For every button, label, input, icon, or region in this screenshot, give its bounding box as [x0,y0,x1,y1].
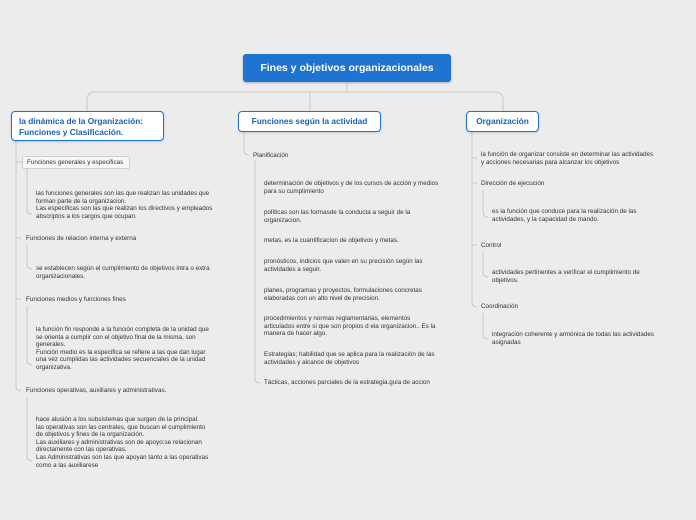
planificacion-item[interactable]: procedimientos y normas reglamentarias, elementos articulados entre si que son propios d ela organizacion.. Es la manera de hacer algo. [264,315,436,338]
planificacion-item[interactable]: determinación de objetivos y de los cursos de acción y medios para su cumplimiento [264,180,439,195]
root-topic[interactable]: Fines y objetivos organizacionales [243,54,451,82]
topic-control[interactable]: Control [481,242,502,249]
topic-operativas-auxiliares[interactable]: Funciones operativas, auxiliares y administrativas. [26,387,167,394]
branch-dinamica-organizacion[interactable]: la dinámica de la Organización: Funciones y Clasificación. [11,111,164,141]
topic-planificacion[interactable]: Planificación [253,152,289,159]
topic-direccion-ejecucion[interactable]: Dirección de ejecución [481,180,545,187]
detail-direccion-ejecucion[interactable]: es la función que conduce para la realización de las actividades, y la capacidad de mando. [492,208,637,223]
topic-medios-fines[interactable]: Funciones medios y funciones fines [26,296,126,303]
detail-relacion-interna-externa[interactable]: se establecen según el cumplimiento de objetivos intra o extra organizacionales. [36,265,210,280]
topic-relacion-interna-externa[interactable]: Funciones de relacion interna y externa [26,235,137,242]
planificacion-item[interactable]: metas, es la cuantificacion de objetivos y metas. [264,237,399,244]
detail-coordinacion[interactable]: integración coherente y armónica de todas las actividades asignadas [492,331,655,346]
detail-control[interactable]: actividades pertinentes a verificar el cumplimiento de objetivos. [492,269,640,284]
detail-funciones-generales[interactable]: las funciones generales son las que realizan las unidades que forman parte de la organizacion. Las especificas son las que realizan los directivos y empleados abscriptos a los cargos que ocupan. [36,190,213,220]
branch-organizacion[interactable]: Organización [466,111,539,132]
planificacion-item[interactable]: planes, programas y proyectos, formulaciones concretas elaboradas con un alto nivel de precision. [264,287,422,302]
organizacion-intro[interactable]: la función de organizar consiste en determinar las actividades y acciones necesarias para alcanzar los objetivos [481,151,654,166]
planificacion-item[interactable]: pronósticos, indicios que valen en su precisión según las actividades a seguir. [264,258,423,273]
branch-funciones-actividad[interactable]: Funciones según la actividad [238,111,381,132]
planificacion-item[interactable]: políticas son las formasde la conducta a seguir de la organizacion. [264,209,411,224]
detail-medios-fines[interactable]: la función fin responde a la función completa de la unidad que se orienta a cumplir con el objetivo final de la misma, son generales. Función medio es la especifica se refiere a las que dan lugar una vez cumplidas las actividades secuenciales de la unidad organizativa. [36,326,209,371]
planificacion-item[interactable]: Estrategias; habilidad que se aplica para la realización de las actividades y alcance de objetivos [264,351,435,366]
detail-operativas-auxiliares[interactable]: hace alusión a los subsistemas que surgen de la principal. las operativas son las centrales, que buscan el cumplimiento de objetivos y fines de la organización. Las auxiliares y administrativas son de apoyo:se relacionan directamente con las operativas. Las Administrativas son las que apoyan tanto a las operativas como a las auxiliarese [36,416,209,469]
topic-funciones-generales[interactable]: Funciones generales y especificas [22,156,130,169]
planificacion-item[interactable]: Tácticas, acciones parciales de la estrategia.guia de accion [264,379,430,386]
topic-coordinacion[interactable]: Coordinación [481,303,519,310]
